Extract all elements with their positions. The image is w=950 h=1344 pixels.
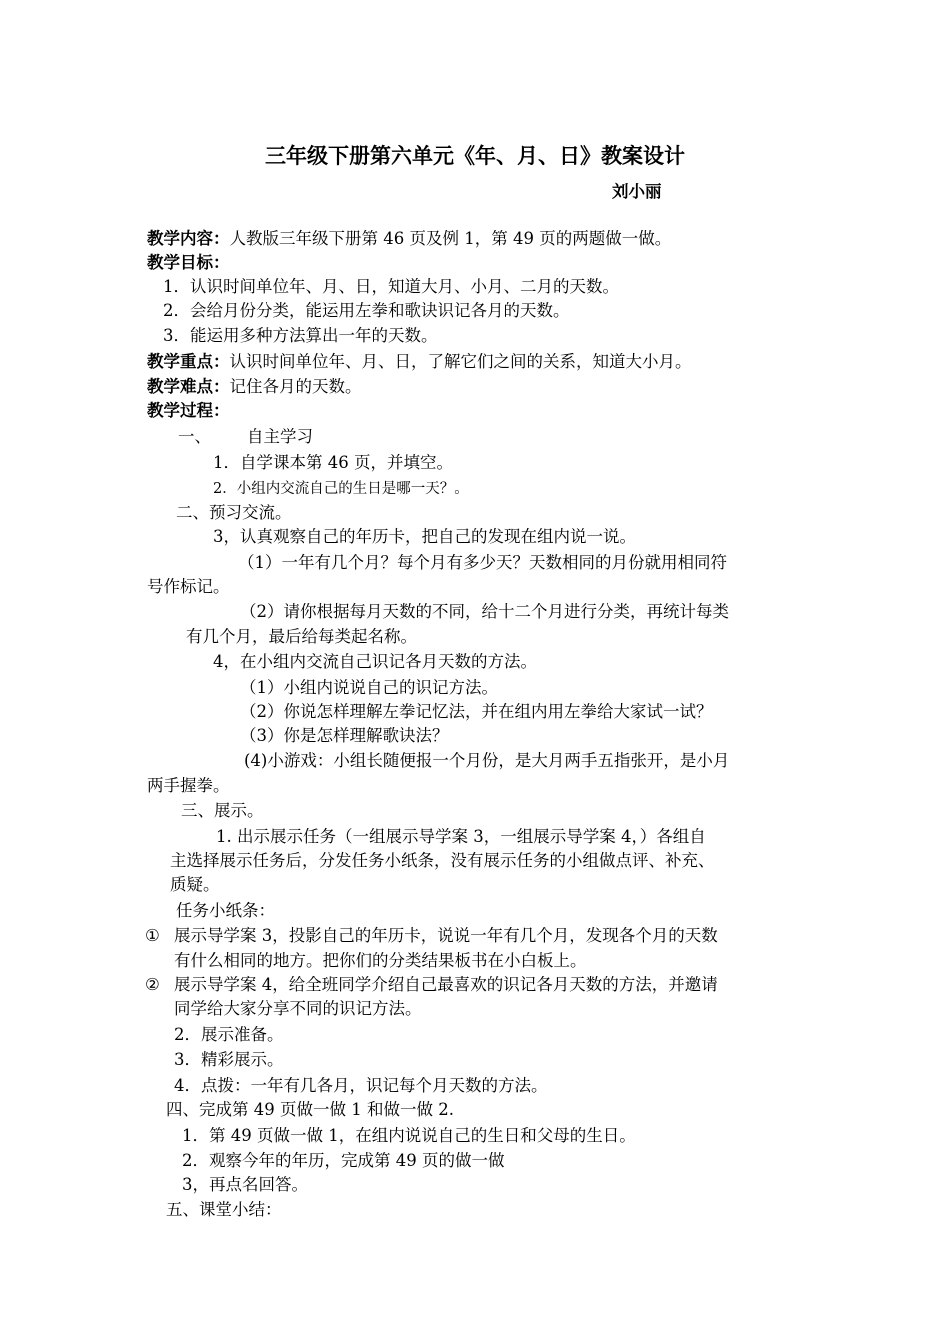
step-subitem: （2）你说怎样理解左拳记忆法，并在组内用左拳给大家试一试？ bbox=[240, 702, 713, 721]
task-item: 展示导学案 4，给全班同学介绍自己最喜欢的识记各月天数的方法，并邀请 bbox=[174, 975, 718, 994]
step-item-cont: 主选择展示任务后，分发任务小纸条，没有展示任务的小组做点评、补充、 bbox=[170, 851, 715, 870]
step-item-cont: 质疑。 bbox=[170, 875, 220, 894]
step-item: 2．展示准备。 bbox=[174, 1025, 284, 1044]
document-title: 三年级下册第六单元《年、月、日》教案设计 bbox=[265, 144, 685, 168]
section-label: 教学内容： bbox=[147, 229, 230, 248]
step-subitem-cont: 有几个月，最后给每类起名称。 bbox=[186, 627, 417, 646]
step-heading: 四、完成第 49 页做一做 1 和做一做 2. bbox=[166, 1100, 454, 1119]
step-heading-title: 自主学习 bbox=[247, 427, 313, 446]
step-item: 1．自学课本第 46 页，并填空。 bbox=[213, 453, 453, 472]
teaching-difficulty bbox=[147, 376, 362, 398]
task-item: 展示导学案 3，投影自己的年历卡，说说一年有几个月，发现各个月的天数 bbox=[174, 926, 718, 945]
teaching-key-points bbox=[147, 351, 692, 373]
author-name: 刘小丽 bbox=[612, 182, 662, 201]
task-slip-label: 任务小纸条： bbox=[176, 901, 275, 920]
step-item: 1. 出示展示任务（一组展示导学案 3，一组展示导学案 4，）各组自 bbox=[216, 827, 706, 846]
step-heading: 二、预习交流。 bbox=[176, 503, 292, 522]
step-heading: 五、课堂小结： bbox=[166, 1200, 282, 1219]
section-label: 教学难点： bbox=[147, 377, 230, 396]
step-subitem: (4)小游戏：小组长随便报一个月份，是大月两手五指张开，是小月 bbox=[244, 751, 730, 770]
teaching-content bbox=[147, 228, 671, 250]
section-text: 认识时间单位年、月、日，了解它们之间的关系，知道大小月。 bbox=[229, 352, 692, 371]
circled-number-one: ① bbox=[145, 926, 160, 945]
step-item: 2．观察今年的年历，完成第 49 页的做一做 bbox=[182, 1151, 505, 1170]
step-item: 4，在小组内交流自己识记各月天数的方法。 bbox=[213, 652, 537, 671]
step-item: 3，认真观察自己的年历卡，把自己的发现在组内说一说。 bbox=[213, 527, 636, 546]
step-item: 3．精彩展示。 bbox=[174, 1050, 284, 1069]
teaching-process-label: 教学过程： bbox=[147, 401, 230, 420]
step-item: 1．第 49 页做一做 1，在组内说说自己的生日和父母的生日。 bbox=[182, 1126, 636, 1145]
step-heading: 三、展示。 bbox=[181, 801, 264, 820]
circled-number-two: ② bbox=[145, 975, 160, 994]
step-item: 3，再点名回答。 bbox=[182, 1175, 308, 1194]
step-subitem: （3）你是怎样理解歌诀法？ bbox=[240, 726, 449, 745]
step-subitem: （2）请你根据每月天数的不同，给十二个月进行分类，再统计每类 bbox=[240, 602, 729, 621]
step-subitem-cont: 两手握拳。 bbox=[147, 776, 230, 795]
step-subitem-cont: 号作标记。 bbox=[147, 577, 230, 596]
goal-item: 2．会给月份分类，能运用左拳和歌诀识记各月的天数。 bbox=[163, 301, 570, 320]
task-item-cont: 同学给大家分享不同的识记方法。 bbox=[174, 999, 422, 1018]
step-subitem: （1）小组内说说自己的识记方法。 bbox=[240, 678, 498, 697]
step-subitem: （1）一年有几个月？每个月有多少天？天数相同的月份就用相同符 bbox=[238, 553, 727, 572]
goal-item: 1．认识时间单位年、月、日，知道大月、小月、二月的天数。 bbox=[163, 277, 619, 296]
step-item: 2．小组内交流自己的生日是哪一天？。 bbox=[213, 481, 469, 497]
task-item-cont: 有什么相同的地方。把你们的分类结果板书在小白板上。 bbox=[174, 951, 587, 970]
section-text: 人教版三年级下册第 46 页及例 1，第 49 页的两题做一做。 bbox=[229, 229, 672, 248]
teaching-goals-label: 教学目标： bbox=[147, 253, 230, 272]
goal-item: 3．能运用多种方法算出一年的天数。 bbox=[163, 326, 438, 345]
step-item: 4．点拨：一年有几各月，识记每个月天数的方法。 bbox=[174, 1076, 548, 1095]
step-heading-number: 一、 bbox=[178, 427, 211, 446]
section-text: 记住各月的天数。 bbox=[229, 377, 362, 396]
section-label: 教学重点： bbox=[147, 352, 230, 371]
